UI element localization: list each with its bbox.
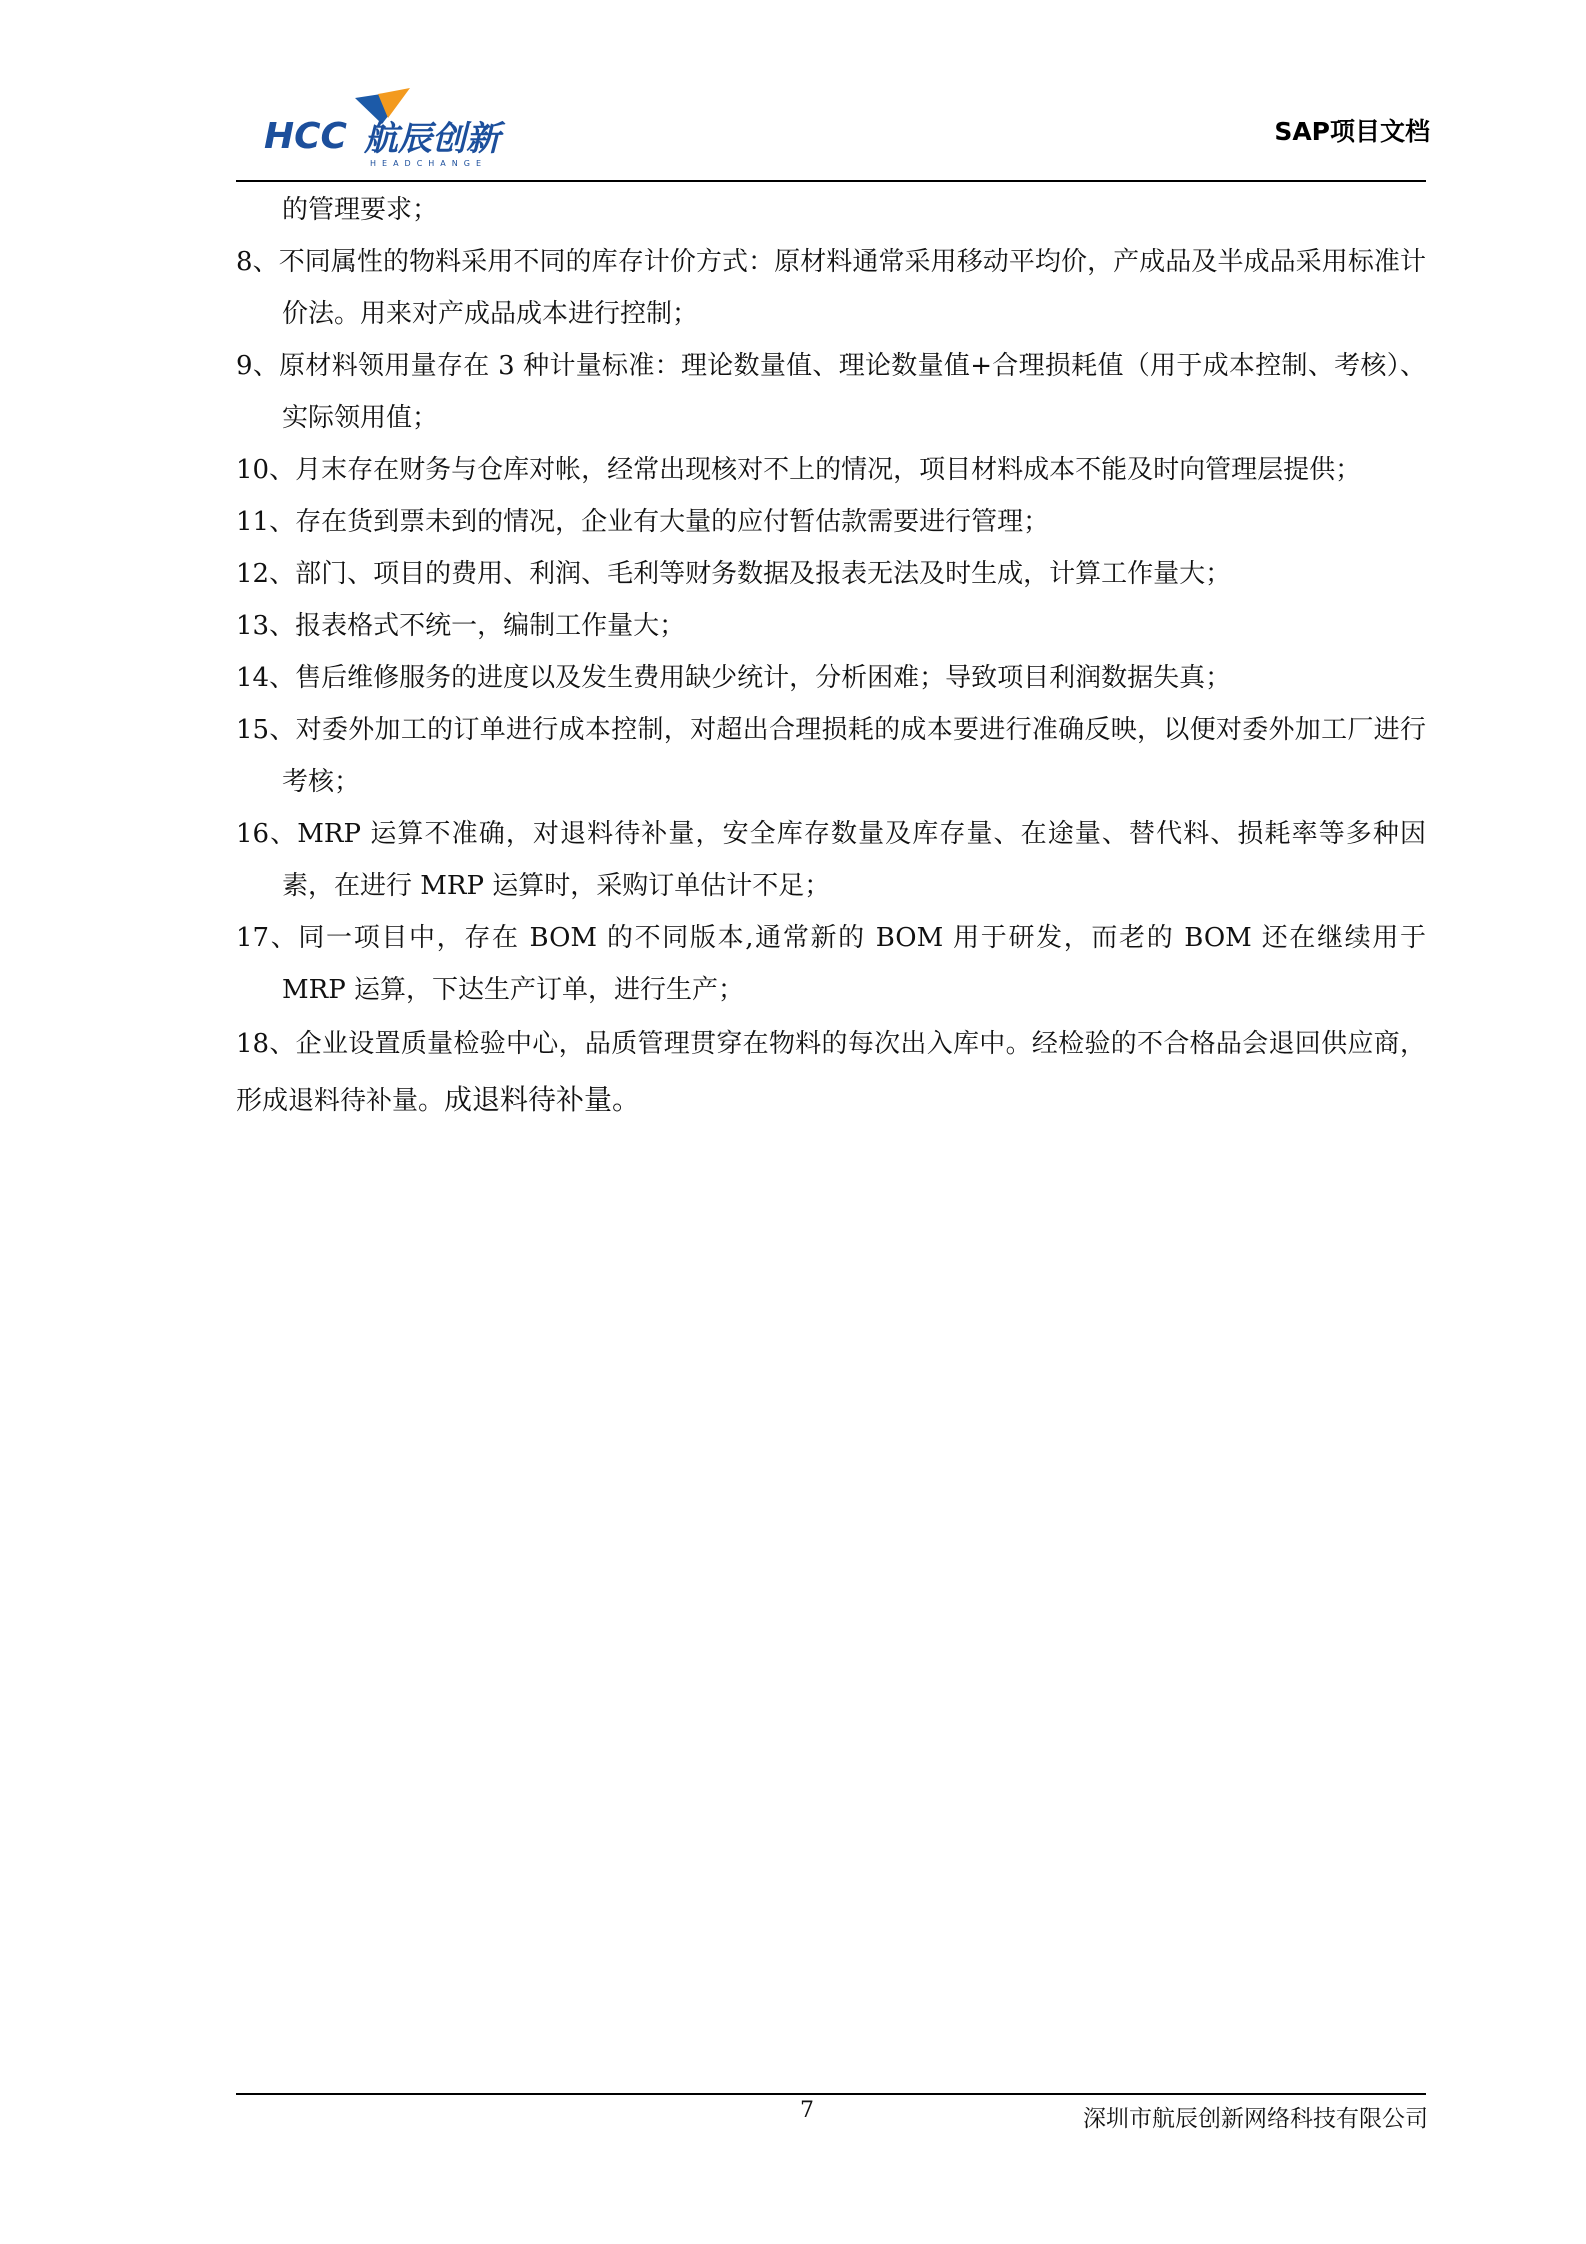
list-text: 售后维修服务的进度以及发生费用缺少统计，分析困难；导致项目利润数据失真； [295, 663, 1232, 693]
list-item [236, 340, 1426, 444]
list-text: 企业设置质量检验中心，品质管理贯穿在物料的每次出入库中。经检验的不合格品会退回供应商，形成退料待补量。 [236, 1029, 1426, 1116]
list-text: 同一项目中，存在 BOM 的不同版本,通常新的 BOM 用于研发，而老的 BOM 还在继续用于 MRP 运算，下达生产订单，进行生产； [282, 923, 1426, 1005]
list-item [236, 444, 1426, 496]
list-item [236, 236, 1426, 340]
document-body [236, 184, 1426, 1129]
list-item [236, 652, 1426, 704]
list-text: MRP 运算不准确，对退料待补量，安全库存数量及库存量、在途量、替代料、损耗率等多种因素，在进行 MRP 运算时，采购订单估计不足； [282, 819, 1426, 901]
list-item [236, 496, 1426, 548]
page-number: 7 [800, 2098, 814, 2123]
list-number: 12、 [236, 559, 296, 589]
list-number: 11、 [236, 507, 296, 537]
list-item [236, 1016, 1426, 1129]
list-number: 16、 [236, 819, 298, 849]
list-text: 报表格式不统一，编制工作量大； [295, 611, 686, 641]
list-text: 月末存在财务与仓库对帐，经常出现核对不上的情况，项目材料成本不能及时向管理层提供； [295, 455, 1362, 485]
list-text: 部门、项目的费用、利润、毛利等财务数据及报表无法及时生成，计算工作量大； [295, 559, 1232, 589]
svg-text:HEADCHANGE: HEADCHANGE [370, 159, 488, 168]
list-text-tail: 成退料待补量。 [444, 1083, 641, 1116]
list-number: 14、 [236, 663, 296, 693]
list-text: 对委外加工的订单进行成本控制，对超出合理损耗的成本要进行准确反映，以便对委外加工厂进行考核； [282, 715, 1426, 797]
footer-divider [236, 2093, 1426, 2095]
document-title: SAP项目文档 [1274, 117, 1430, 146]
company-logo [260, 88, 560, 170]
list-item [236, 808, 1426, 912]
list-item [236, 704, 1426, 808]
list-number: 13、 [236, 611, 296, 641]
header-divider [236, 180, 1426, 182]
list-text: 原材料领用量存在 3 种计量标准：理论数量值、理论数量值+合理损耗值（用于成本控制、考核）、实际领用值； [279, 351, 1427, 433]
list-text: 不同属性的物料采用不同的库存计价方式：原材料通常采用移动平均价，产成品及半成品采用标准计价法。用来对产成品成本进行控制； [278, 247, 1426, 329]
list-item [236, 912, 1426, 1016]
intro-continuation: 的管理要求； [282, 195, 439, 225]
list-number: 9、 [236, 351, 280, 381]
list-number: 15、 [236, 715, 296, 745]
list-item [236, 600, 1426, 652]
list-number: 8、 [236, 247, 279, 277]
company-name: 深圳市航辰创新网络科技有限公司 [1083, 2106, 1428, 2132]
list-number: 17、 [236, 923, 299, 953]
svg-text:航辰创新: 航辰创新 [364, 119, 500, 159]
list-item [236, 548, 1426, 600]
list-number: 10、 [236, 455, 296, 485]
svg-text:HCC: HCC [264, 116, 347, 157]
list-text: 存在货到票未到的情况，企业有大量的应付暂估款需要进行管理； [295, 507, 1050, 537]
page-header [0, 0, 1586, 185]
list-number: 18、 [236, 1029, 296, 1059]
